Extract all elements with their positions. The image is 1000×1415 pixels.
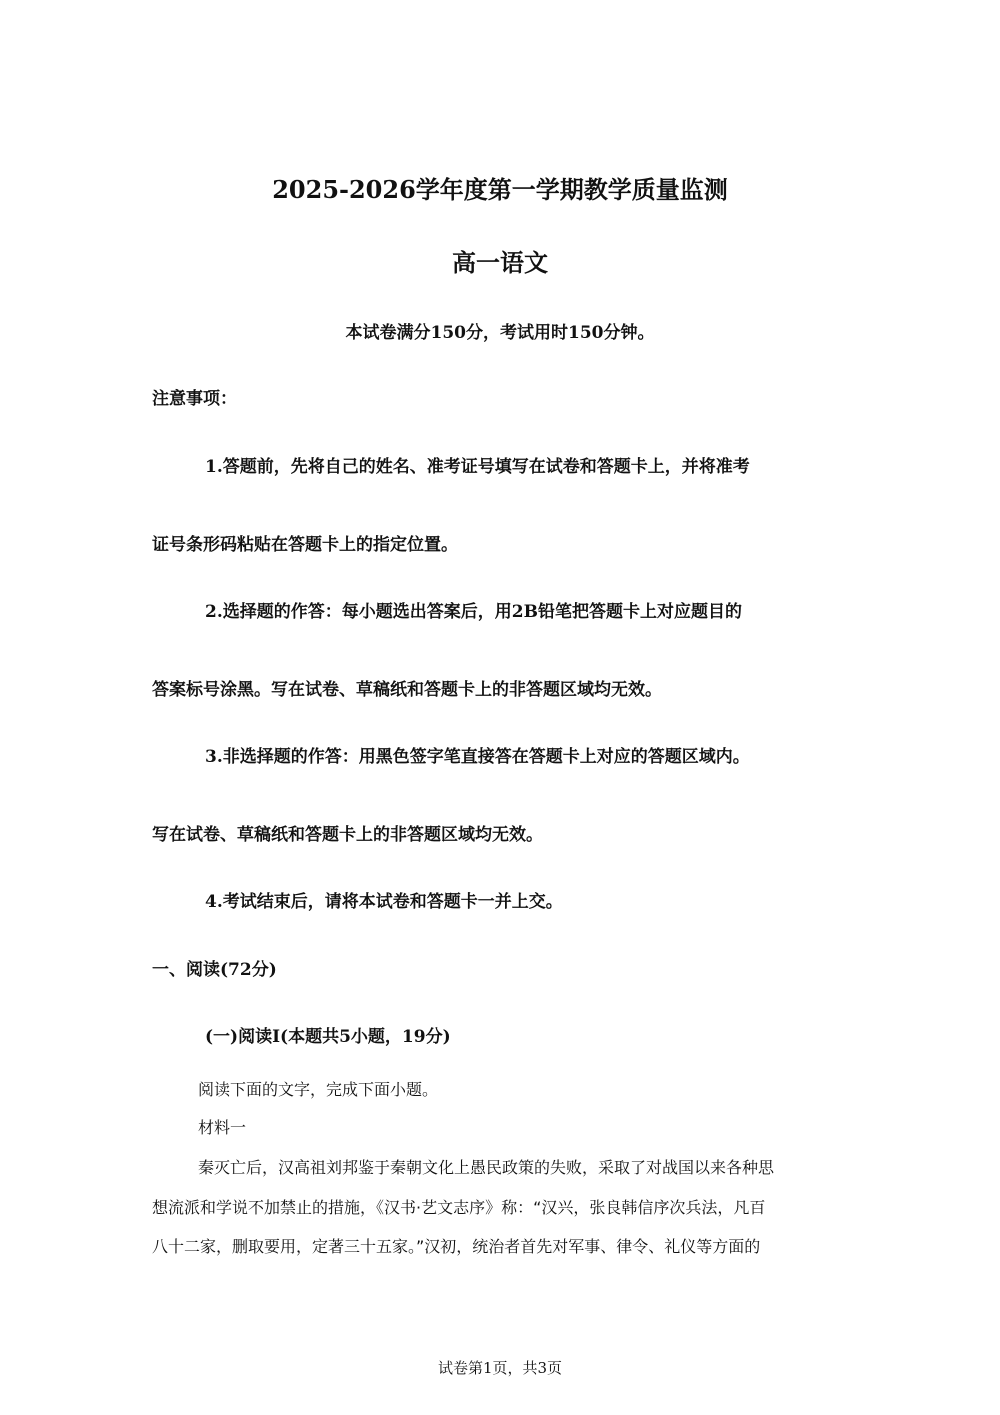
notice-item-2-line-1: 2.选择题的作答：每小题选出答案后，用2B铅笔把答题卡上对应题目的 <box>205 602 742 622</box>
passage-line-2: 想流派和学说不加禁止的措施，《汉书·艺文志序》称：“汉兴，张良韩信序次兵法，凡百 <box>152 1198 766 1217</box>
notice-item-4: 4.考试结束后，请将本试卷和答题卡一并上交。 <box>205 892 563 912</box>
material-label: 材料一 <box>198 1118 247 1137</box>
section-heading: 一、阅读(72分) <box>152 960 277 980</box>
passage-line-3: 八十二家，删取要用，定著三十五家。”汉初，统治者首先对军事、律令、礼仪等方面的 <box>152 1237 761 1256</box>
subject-title: 高一语文 <box>452 248 548 277</box>
notice-item-3-line-2: 写在试卷、草稿纸和答题卡上的非答题区域均无效。 <box>152 825 543 845</box>
passage-line-1: 秦灭亡后，汉高祖刘邦鉴于秦朝文化上愚民政策的失败，采取了对战国以来各种思 <box>198 1158 775 1177</box>
notice-item-1-line-2: 证号条形码粘贴在答题卡上的指定位置。 <box>152 535 458 555</box>
sub-heading: (一)阅读Ⅰ(本题共5小题，19分) <box>205 1027 451 1047</box>
notice-item-2-line-2: 答案标号涂黑。写在试卷、草稿纸和答题卡上的非答题区域均无效。 <box>152 680 662 700</box>
notice-item-3-line-1: 3.非选择题的作答：用黑色签字笔直接答在答题卡上对应的答题区域内。 <box>205 747 750 767</box>
notice-item-1-line-1: 1.答题前，先将自己的姓名、准考证号填写在试卷和答题卡上，并将准考 <box>205 457 750 477</box>
exam-info: 本试卷满分150分，考试用时150分钟。 <box>345 323 655 343</box>
notice-heading: 注意事项： <box>152 389 237 409</box>
exam-title: 2025-2026学年度第一学期教学质量监测 <box>272 175 728 204</box>
page-footer: 试卷第1页，共3页 <box>437 1359 563 1377</box>
reading-instruction: 阅读下面的文字，完成下面小题。 <box>198 1080 439 1099</box>
